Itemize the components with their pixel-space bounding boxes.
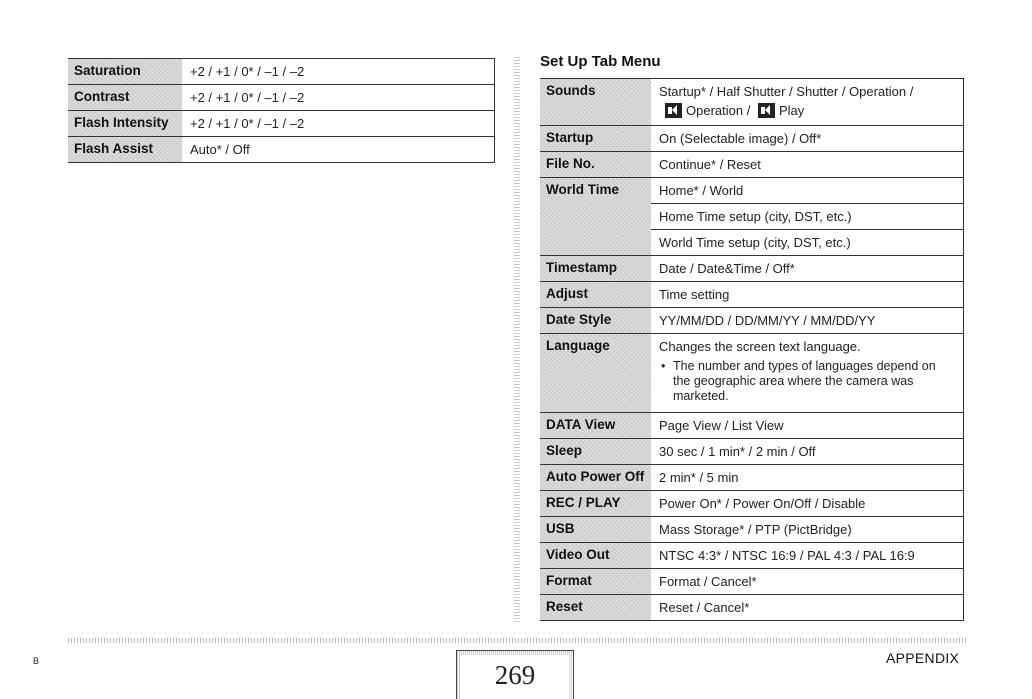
row-label: Language [540, 334, 651, 413]
row-value: Page View / List View [651, 413, 964, 439]
row-value: Date / Date&Time / Off* [651, 256, 964, 282]
table-row [540, 256, 964, 282]
speaker-icon [665, 103, 682, 118]
row-label: Saturation [68, 59, 182, 85]
setup-tab-menu-table [540, 78, 964, 621]
speaker-icon [758, 103, 775, 118]
row-label: World Time [540, 178, 651, 256]
table-row [540, 152, 964, 178]
page-number: 269 [461, 655, 569, 699]
row-label: Startup [540, 126, 651, 152]
row-label: USB [540, 517, 651, 543]
row-label: Flash Intensity [68, 111, 182, 137]
row-value: On (Selectable image) / Off* [651, 126, 964, 152]
table-row [540, 569, 964, 595]
row-label: Sleep [540, 439, 651, 465]
row-value: 30 sec / 1 min* / 2 min / Off [651, 439, 964, 465]
note-bullet-item: • The number and types of languages depend on the geographic area where the camera was marketed. [661, 359, 936, 403]
row-label: Date Style [540, 308, 651, 334]
table-row [540, 126, 964, 152]
row-label: Reset [540, 595, 651, 621]
row-value: Startup* / Half Shutter / Shutter / Operation / Operation / Play [651, 79, 964, 126]
table-row [68, 85, 495, 111]
table-row [540, 543, 964, 569]
row-label: File No. [540, 152, 651, 178]
row-value: +2 / +1 / 0* / –1 / –2 [182, 111, 495, 137]
row-label: Auto Power Off [540, 465, 651, 491]
table-row [540, 308, 964, 334]
row-value: Format / Cancel* [651, 569, 964, 595]
column-divider [514, 56, 520, 622]
row-value: Home* / World [651, 178, 964, 204]
row-value: Power On* / Power On/Off / Disable [651, 491, 964, 517]
row-value: Time setting [651, 282, 964, 308]
table-row [540, 439, 964, 465]
row-value: +2 / +1 / 0* / –1 / –2 [182, 59, 495, 85]
table-row [540, 178, 964, 204]
table-row [68, 137, 495, 163]
row-value: Continue* / Reset [651, 152, 964, 178]
row-label: DATA View [540, 413, 651, 439]
table-row [540, 595, 964, 621]
table-row [540, 517, 964, 543]
left-settings-table [68, 58, 495, 163]
section-name: APPENDIX [886, 650, 960, 666]
row-label: Timestamp [540, 256, 651, 282]
row-label: Video Out [540, 543, 651, 569]
table-row [68, 59, 495, 85]
row-label: Flash Assist [68, 137, 182, 163]
row-value: Home Time setup (city, DST, etc.) [651, 204, 964, 230]
page-number-box [456, 650, 574, 699]
table-row [540, 413, 964, 439]
table-row [540, 334, 964, 413]
row-label: REC / PLAY [540, 491, 651, 517]
row-value: 2 min* / 5 min [651, 465, 964, 491]
row-label: Adjust [540, 282, 651, 308]
table-row [540, 282, 964, 308]
table-row [540, 465, 964, 491]
table-row [540, 491, 964, 517]
section-title: Set Up Tab Menu [540, 53, 661, 70]
row-value: NTSC 4:3* / NTSC 16:9 / PAL 4:3 / PAL 16:9 [651, 543, 964, 569]
row-value: Mass Storage* / PTP (PictBridge) [651, 517, 964, 543]
footer-rule [68, 638, 966, 643]
row-value: Reset / Cancel* [651, 595, 964, 621]
row-value: Auto* / Off [182, 137, 495, 163]
row-label: Sounds [540, 79, 651, 126]
table-row [540, 79, 964, 126]
corner-mark: B [33, 656, 40, 666]
row-value: +2 / +1 / 0* / –1 / –2 [182, 85, 495, 111]
row-label: Contrast [68, 85, 182, 111]
table-row [68, 111, 495, 137]
row-label: Format [540, 569, 651, 595]
row-value: Changes the screen text language. • The number and types of languages depend on the geographic area where the camera was marketed. [651, 334, 964, 413]
row-value: YY/MM/DD / DD/MM/YY / MM/DD/YY [651, 308, 964, 334]
row-value: World Time setup (city, DST, etc.) [651, 230, 964, 256]
